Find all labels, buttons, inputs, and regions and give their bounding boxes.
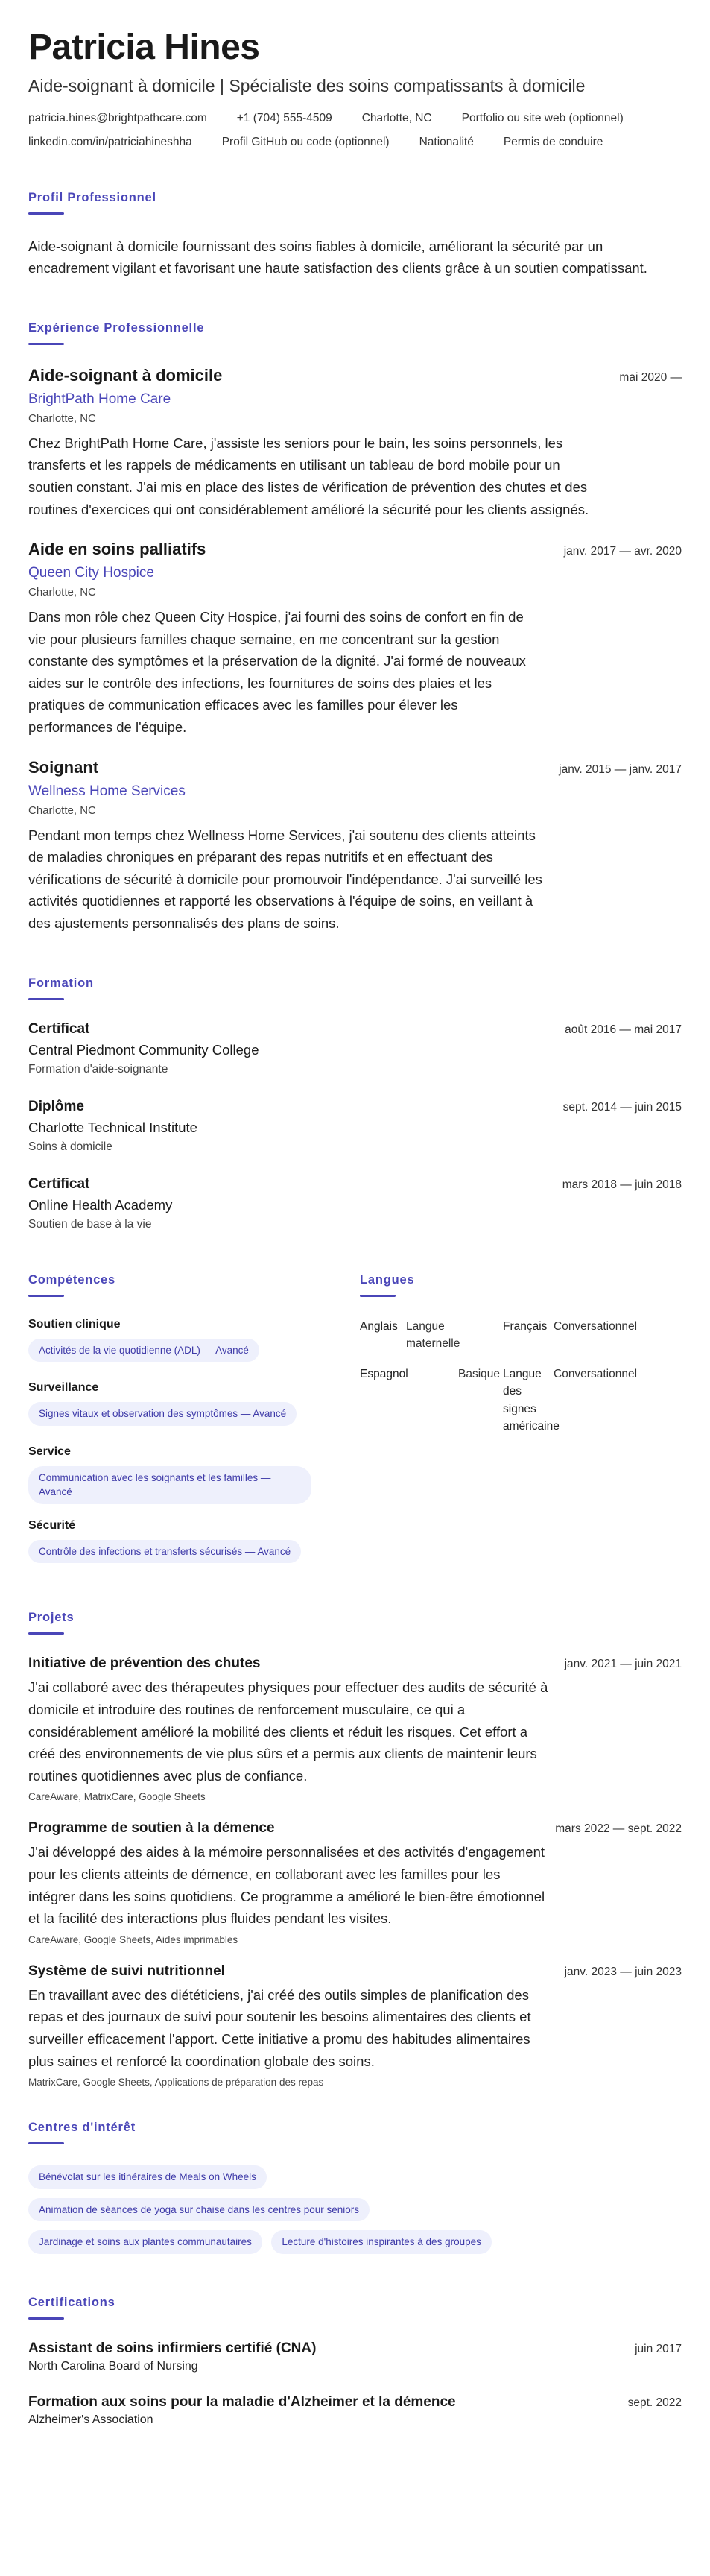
skill-pill: Communication avec les soignants et les familles — Avancé (28, 1466, 311, 1504)
project-item (28, 1820, 682, 1945)
experience-date: janv. 2015 — janv. 2017 (559, 763, 682, 776)
skills-languages-row (28, 1254, 682, 1583)
interest-pill: Animation de séances de yoga sur chaise dans les centres pour seniors (28, 2198, 370, 2222)
section-title-profile: Profil Professionnel (28, 190, 156, 204)
project-item (28, 1963, 682, 2088)
education-school: Online Health Academy (28, 1196, 173, 1213)
language-level: Langue maternelle (406, 1319, 460, 1350)
certification-name: Formation aux soins pour la maladie d'Alzheimer et la démence (28, 2393, 456, 2410)
experience-date: mai 2020 — (619, 370, 682, 384)
languages-column (360, 1254, 682, 1583)
contact-email[interactable]: patricia.hines@brightpathcare.com (28, 111, 207, 124)
section-divider (28, 998, 64, 1000)
contact-nationality: Nationalité (419, 135, 474, 148)
certification-item (28, 2394, 682, 2427)
project-description: J'ai collaboré avec des thérapeutes physiques pour effectuer des audits de sécurité à domicile et introduire des routines de renforcement musculaire, ce qui a considérablement amélioré la mobilité des clients et réduit les risques. Cet effort a créé des environnements de vie plus sûrs et a permis aux clients de maintenir leurs routines quotidiennes avec plus de confiance. (28, 1679, 548, 1784)
experience-location: Charlotte, NC (28, 586, 96, 599)
section-title-experience: Expérience Professionnelle (28, 321, 205, 335)
experience-date: janv. 2017 — avr. 2020 (563, 545, 682, 558)
project-tools: MatrixCare, Google Sheets, Applications de préparation des repas (28, 2077, 324, 2089)
interests-list (28, 2165, 682, 2263)
interest-pill: Lecture d'histoires inspirantes à des groupes (271, 2230, 491, 2254)
skill-group-name: Surveillance (28, 1381, 99, 1395)
experience-item (28, 366, 682, 520)
language-name: Anglais (360, 1319, 398, 1333)
project-item (28, 1655, 682, 1802)
education-date: août 2016 — mai 2017 (565, 1023, 682, 1036)
section-divider (360, 1295, 396, 1297)
experience-item (28, 758, 682, 935)
contact-portfolio[interactable]: Portfolio ou site web (optionnel) (461, 111, 624, 124)
experience-company: Queen City Hospice (28, 565, 154, 581)
skill-group (28, 1519, 360, 1568)
experience-company: Wellness Home Services (28, 783, 186, 799)
education-field: Soins à domicile (28, 1140, 112, 1153)
skill-pill: Contrôle des infections et transferts sécurisés — Avancé (28, 1540, 301, 1564)
experience-location: Charlotte, NC (28, 804, 96, 817)
profile-summary: Aide-soignant à domicile fournissant des soins fiables à domicile, améliorant la sécurité par un encadrement vigilant et favorisant une haute satisfaction des clients grâce à un soutien compatissant. (28, 238, 647, 277)
project-name: Programme de soutien à la démence (28, 1820, 275, 1837)
skills-column (28, 1254, 360, 1583)
experience-role: Soignant (28, 757, 99, 777)
section-divider (28, 212, 64, 215)
section-divider (28, 343, 64, 345)
section-divider (28, 1632, 64, 1635)
skill-group (28, 1381, 360, 1430)
section-divider (28, 2317, 64, 2320)
certification-issuer: Alzheimer's Association (28, 2413, 153, 2426)
project-tools: CareAware, Google Sheets, Aides imprimables (28, 1933, 238, 1945)
contact-phone[interactable]: +1 (704) 555-4509 (236, 111, 332, 124)
project-tools: CareAware, MatrixCare, Google Sheets (28, 1791, 206, 1803)
experience-description: Chez BrightPath Home Care, j'assiste les seniors pour le bain, les soins personnels, les transferts et les rappels de médicaments en utilisant un tableau de bord mobile pour un soutien constant. J'ai mis en place des listes de vérification de prévention des chutes et des routines d'exercices qui ont considérablement amélioré la sécurité pour les clients assignés. (28, 435, 589, 517)
candidate-headline: Aide-soignant à domicile | Spécialiste des soins compatissants à domicile (28, 75, 586, 95)
certification-issuer: North Carolina Board of Nursing (28, 2359, 198, 2373)
skill-group (28, 1318, 360, 1367)
skill-group-name: Soutien clinique (28, 1317, 121, 1330)
contact-github[interactable]: Profil GitHub ou code (optionnel) (221, 135, 390, 148)
certification-date: juin 2017 (635, 2342, 682, 2355)
experience-description: Dans mon rôle chez Queen City Hospice, j'ai fourni des soins de confort en fin de vie pour plusieurs familles chaque semaine, en me concentrant sur la gestion constante des symptômes et la préservation de la dignité. J'ai formé de nouveaux aides sur le contrôle des infections, les fournitures de soins des plaies et les pratiques de communication efficaces avec les familles pour élever les performances de l'équipe. (28, 609, 526, 736)
skill-group (28, 1445, 360, 1504)
project-description: J'ai développé des aides à la mémoire personnalisées et des activités d'engagement pour les clients atteints de démence, en collaborant avec les familles pour les intégrer dans les soins quotidiens. Ce programme a amélioré le bien-être émotionnel et la facilité des interactions plus fluides pendant les visites. (28, 1844, 545, 1927)
contact-location: Charlotte, NC (361, 111, 432, 124)
contact-license: Permis de conduire (503, 135, 603, 148)
skill-group-name: Sécurité (28, 1518, 76, 1532)
section-title-languages: Langues (360, 1272, 415, 1287)
education-school: Charlotte Technical Institute (28, 1119, 197, 1135)
education-item (28, 1099, 682, 1154)
experience-company: BrightPath Home Care (28, 391, 171, 407)
section-divider (28, 1295, 64, 1297)
candidate-name: Patricia Hines (28, 28, 260, 67)
contact-info (28, 112, 682, 149)
certification-name: Assistant de soins infirmiers certifié (CNA) (28, 2340, 317, 2356)
education-date: mars 2018 — juin 2018 (562, 1178, 682, 1191)
skill-pill: Signes vitaux et observation des symptômes — Avancé (28, 1402, 297, 1426)
language-name: Espagnol (360, 1368, 408, 1381)
project-description: En travaillant avec des diététiciens, j'ai créé des outils simples de planification des repas et des journaux de suivi pour soutenir les besoins alimentaires des clients et surveiller efficacement l'apport. Cette initiative a promu des habitudes alimentaires plus saines et renforcé la coordination globale des soins. (28, 1986, 531, 2069)
certification-date: sept. 2022 (627, 2396, 682, 2409)
experience-location: Charlotte, NC (28, 411, 96, 425)
contact-linkedin[interactable]: linkedin.com/in/patriciahineshha (28, 135, 192, 148)
education-degree: Certificat (28, 1020, 90, 1037)
experience-description: Pendant mon temps chez Wellness Home Services, j'ai soutenu des clients atteints de maladies chroniques en préparant des repas nutritifs et en effectuant des vérifications de sécurité à domicile pour promouvoir l'indépendance. J'ai surveillé les activités quotidiennes et rapporté les observations à l'équipe de soins, en veillant à des ajustements personnalisés des plans de soins. (28, 827, 542, 932)
certification-item (28, 2340, 682, 2373)
education-field: Soutien de base à la vie (28, 1217, 152, 1231)
section-title-education: Formation (28, 976, 94, 990)
section-title-certifications: Certifications (28, 2295, 115, 2309)
language-name: Langue des signes américaine (503, 1368, 560, 1433)
project-date: janv. 2021 — juin 2021 (564, 1658, 682, 1671)
interest-pill: Bénévolat sur les itinéraires de Meals on Wheels (28, 2165, 267, 2189)
education-school: Central Piedmont Community College (28, 1041, 259, 1058)
skill-pill: Activités de la vie quotidienne (ADL) — Avancé (28, 1339, 259, 1363)
project-date: mars 2022 — sept. 2022 (555, 1822, 682, 1836)
section-title-skills: Compétences (28, 1272, 116, 1287)
education-date: sept. 2014 — juin 2015 (562, 1100, 682, 1114)
education-item (28, 1021, 682, 1076)
language-level: Basique (458, 1368, 501, 1381)
experience-role: Aide en soins palliatifs (28, 540, 206, 559)
language-name: Français (503, 1319, 548, 1333)
section-title-projects: Projets (28, 1611, 75, 1625)
languages-list (360, 1318, 682, 1436)
education-degree: Diplôme (28, 1098, 84, 1114)
language-level: Conversationnel (554, 1368, 638, 1381)
education-item (28, 1176, 682, 1231)
section-title-interests: Centres d'intérêt (28, 2121, 136, 2135)
education-degree: Certificat (28, 1175, 90, 1192)
skill-group-name: Service (28, 1445, 71, 1458)
section-divider (28, 2142, 64, 2144)
project-date: janv. 2023 — juin 2023 (564, 1965, 682, 1978)
project-name: Initiative de prévention des chutes (28, 1655, 261, 1672)
project-name: Système de suivi nutritionnel (28, 1963, 225, 1979)
experience-item (28, 540, 682, 739)
education-field: Formation d'aide-soignante (28, 1062, 168, 1076)
experience-role: Aide-soignant à domicile (28, 365, 223, 385)
language-level: Conversationnel (554, 1319, 638, 1333)
interest-pill: Jardinage et soins aux plantes communautaires (28, 2230, 262, 2254)
